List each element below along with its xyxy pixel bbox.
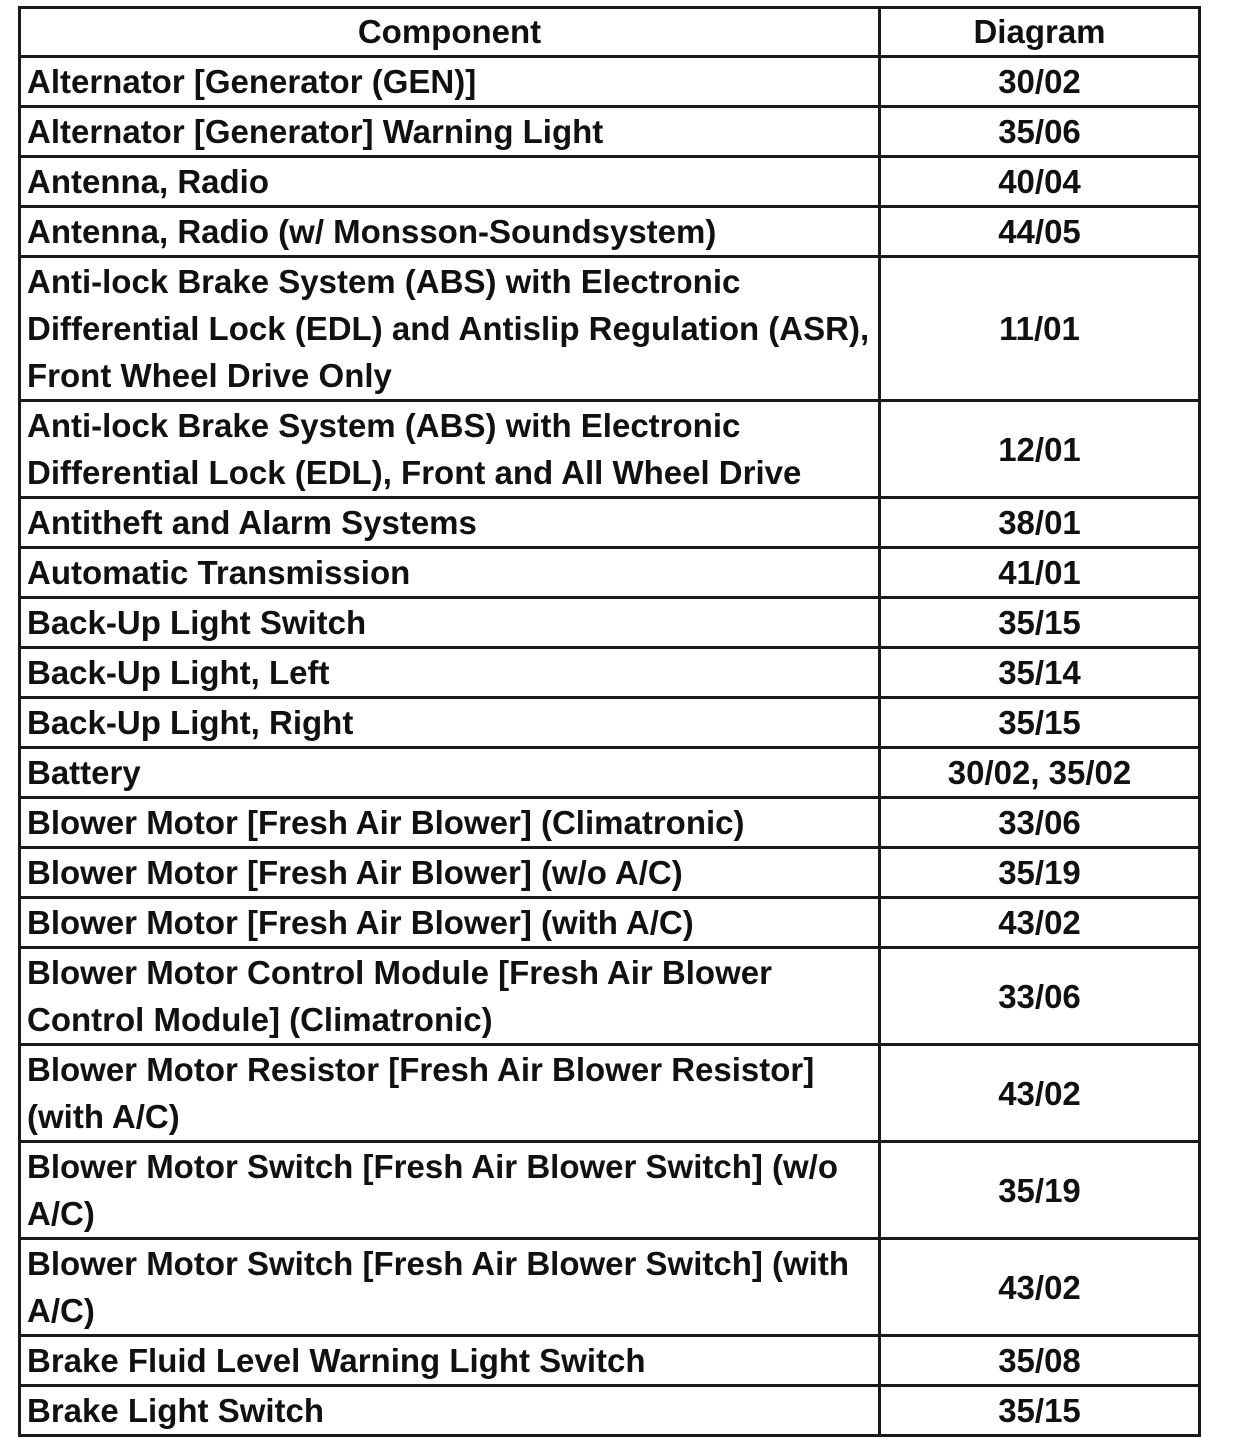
diagram-cell: 43/02	[880, 1239, 1200, 1336]
table-row	[20, 107, 1200, 157]
diagram-cell: 35/15	[880, 698, 1200, 748]
table-row	[20, 748, 1200, 798]
diagram-cell: 35/06	[880, 107, 1200, 157]
diagram-cell: 43/02	[880, 898, 1200, 948]
component-cell: Back-Up Light Switch	[20, 598, 880, 648]
table-row	[20, 548, 1200, 598]
table-row	[20, 948, 1200, 1045]
diagram-cell: 35/19	[880, 1142, 1200, 1239]
component-cell: Blower Motor Control Module [Fresh Air Blower Control Module] (Climatronic)	[20, 948, 880, 1045]
table-row	[20, 401, 1200, 498]
table-row	[20, 257, 1200, 401]
table-row	[20, 207, 1200, 257]
diagram-cell: 44/05	[880, 207, 1200, 257]
diagram-cell: 30/02	[880, 57, 1200, 107]
diagram-cell: 12/01	[880, 401, 1200, 498]
table-row	[20, 1336, 1200, 1386]
table-row	[20, 57, 1200, 107]
diagram-cell: 35/08	[880, 1336, 1200, 1386]
diagram-cell: 33/06	[880, 948, 1200, 1045]
component-cell: Blower Motor Resistor [Fresh Air Blower Resistor] (with A/C)	[20, 1045, 880, 1142]
table-row	[20, 157, 1200, 207]
diagram-cell: 30/02, 35/02	[880, 748, 1200, 798]
component-column-header: Component	[20, 8, 880, 57]
diagram-cell: 35/19	[880, 848, 1200, 898]
diagram-cell: 43/02	[880, 1045, 1200, 1142]
table-row	[20, 1045, 1200, 1142]
diagram-cell: 40/04	[880, 157, 1200, 207]
component-cell: Blower Motor Switch [Fresh Air Blower Switch] (w/o A/C)	[20, 1142, 880, 1239]
table-row	[20, 798, 1200, 848]
component-cell: Alternator [Generator (GEN)]	[20, 57, 880, 107]
diagram-cell: 41/01	[880, 548, 1200, 598]
diagram-cell: 38/01	[880, 498, 1200, 548]
diagram-cell: 11/01	[880, 257, 1200, 401]
component-cell: Alternator [Generator] Warning Light	[20, 107, 880, 157]
diagram-cell: 33/06	[880, 798, 1200, 848]
table-row	[20, 698, 1200, 748]
diagram-column-header: Diagram	[880, 8, 1200, 57]
table-row	[20, 598, 1200, 648]
component-cell: Blower Motor Switch [Fresh Air Blower Switch] (with A/C)	[20, 1239, 880, 1336]
component-cell: Brake Fluid Level Warning Light Switch	[20, 1336, 880, 1386]
component-cell: Anti-lock Brake System (ABS) with Electronic Differential Lock (EDL) and Antislip Regulation (ASR), Front Wheel Drive Only	[20, 257, 880, 401]
component-cell: Brake Light Switch	[20, 1386, 880, 1436]
table-row	[20, 1386, 1200, 1436]
table-row	[20, 848, 1200, 898]
diagram-cell: 35/14	[880, 648, 1200, 698]
diagram-cell: 35/15	[880, 1386, 1200, 1436]
component-cell: Blower Motor [Fresh Air Blower] (with A/C)	[20, 898, 880, 948]
table-row	[20, 498, 1200, 548]
component-cell: Blower Motor [Fresh Air Blower] (w/o A/C)	[20, 848, 880, 898]
component-cell: Anti-lock Brake System (ABS) with Electronic Differential Lock (EDL), Front and All Wheel Drive	[20, 401, 880, 498]
diagram-cell: 35/15	[880, 598, 1200, 648]
component-cell: Antenna, Radio (w/ Monsson-Soundsystem)	[20, 207, 880, 257]
component-cell: Battery	[20, 748, 880, 798]
component-cell: Antitheft and Alarm Systems	[20, 498, 880, 548]
table-row	[20, 1142, 1200, 1239]
table-header-row	[20, 8, 1200, 57]
component-cell: Automatic Transmission	[20, 548, 880, 598]
component-cell: Back-Up Light, Left	[20, 648, 880, 698]
component-cell: Blower Motor [Fresh Air Blower] (Climatronic)	[20, 798, 880, 848]
table-row	[20, 1239, 1200, 1336]
table-row	[20, 898, 1200, 948]
component-cell: Antenna, Radio	[20, 157, 880, 207]
component-cell: Back-Up Light, Right	[20, 698, 880, 748]
component-diagram-table	[18, 6, 1201, 1437]
table-row	[20, 648, 1200, 698]
